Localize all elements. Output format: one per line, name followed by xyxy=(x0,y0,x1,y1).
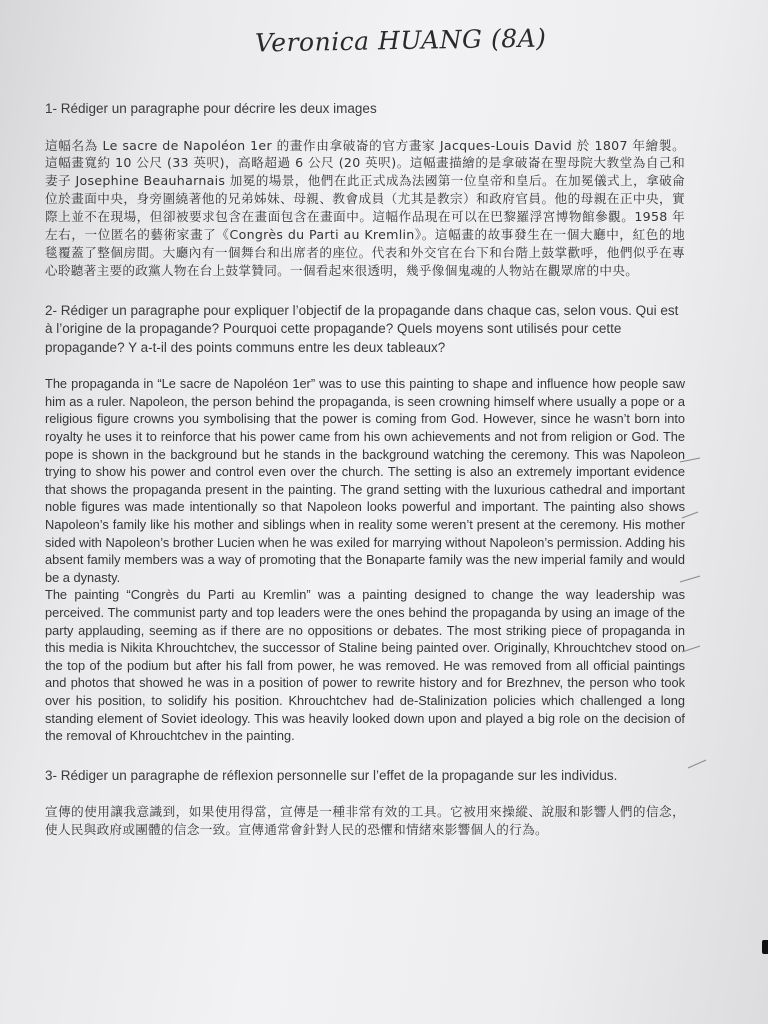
answer-2-paragraph-2: The painting “Congrès du Parti au Kremlin” was a painting designed to change the way leadership was perceived. The communist party and top leaders were the ones behind the propaganda by using an image of the party applauding, seeming as if there are no oppositions or debates. The most striking piece of propaganda in this media is Nikita Khrouchtchev, the successor of Staline being painted over. Originally, Khrouchtchev stood on the top of the podium but after his fall from power, he was removed. He was removed from all official paintings and photos that showed he was in a position of power to rewrite history and for Brezhnev, the person who took over his position, to solidify his position. Khrouchtchev had de-Stalinization policies which challenged a long standing element of Soviet ideology. This was heavily looked down upon and played a big role on the decision of the removal of Khrouchtchev in the painting. xyxy=(45,587,685,744)
margin-pencil-marks xyxy=(678,450,718,790)
document-body xyxy=(45,100,685,839)
question-2: 2- Rédiger un paragraphe pour expliquer l’objectif de la propagande dans chaque cas, selon vous. Qui est à l’origine de la propagande? Pourquoi cette propagande? Quels moyens sont utilisés pour cette propagande? Y a-t-il des points communs entre les deux tableaux? xyxy=(45,302,679,355)
question-3: 3- Rédiger un paragraphe de réflexion personnelle sur l’effet de la propagande sur les individus. xyxy=(45,767,618,783)
answer-2-paragraph-1: The propaganda in “Le sacre de Napoléon 1er” was to use this painting to shape and influence how people saw him as a ruler. Napoleon, the person behind the propaganda, is seen crowning himself where usually a pope or a religious figure crowns you symbolising that the power is coming from God. However, since he wasn’t born into royalty he uses it to reinforce that his power came from his own achievements and not from religion or God. The pope is shown in the background but he stands in the background watching the ceremony. This was Napoleon trying to show his power and control even over the church. The setting is also an extremely important evidence that shows the propaganda present in the painting. The grand setting with the luxurious cathedral and important noble figures was made intentionally so that Napoleon looks powerful and important. The painting also shows Napoleon’s family like his mother and siblings when in reality some weren’t present at the ceremony. His mother sided with Napoleon’s brother Lucien when he was exiled for marrying without Napoleon’s permission. Adding his absent family members was a way of promoting that the Bonaparte family was the new imperial family and would be a dynasty. xyxy=(45,376,685,585)
answer-3: 宣傳的使用讓我意識到，如果使用得當，宣傳是一種非常有效的工具。它被用來操縱、說服和影響人們的信念，使人民與政府或團體的信念一致。宣傳通常會針對人民的恐懼和情緒來影響個人的行為。 xyxy=(45,804,685,838)
binder-clip-edge xyxy=(762,940,768,954)
student-name-handwritten: Veronica HUANG (8A) xyxy=(254,23,547,58)
question-1: 1- Rédiger un paragraphe pour décrire les deux images xyxy=(45,101,377,116)
answer-1: 這幅名為 Le sacre de Napoléon 1er 的畫作由拿破崙的官方畫家 Jacques-Louis David 於 1807 年繪製。這幅畫寬約 10 公尺 (33 英呎)，高略超過 6 公尺 (20 英呎)。這幅畫描繪的是拿破崙在聖母院大教堂為自己和妻子 Josephine Beauharnais 加冕的場景，他們在此正式成為法國第一位皇帝和皇后。在加冕儀式上，拿破侖位於畫面中央，身旁圍繞著他的兄弟姊妹、母親、教會成員（尤其是教宗）和政府官員。他的母親在正中央，實際上並不在現場，但卻被要求包含在畫面包含在畫面中。這幅作品現在可以在巴黎羅浮宮博物館參觀。1958 年左右，一位匿名的藝術家畫了《Congrès du Parti au Kremlin》。這幅畫的故事發生在一個大廳中，紅色的地毯覆蓋了整個房間。大廳內有一個舞台和出席者的座位。代表和外交官在台下和台階上鼓掌歡呼，他們似乎在專心聆聽著主要的政黨人物在台上鼓掌贊同。一個看起來很透明，幾乎像個鬼魂的人物站在觀眾席的中央。 xyxy=(45,137,685,278)
